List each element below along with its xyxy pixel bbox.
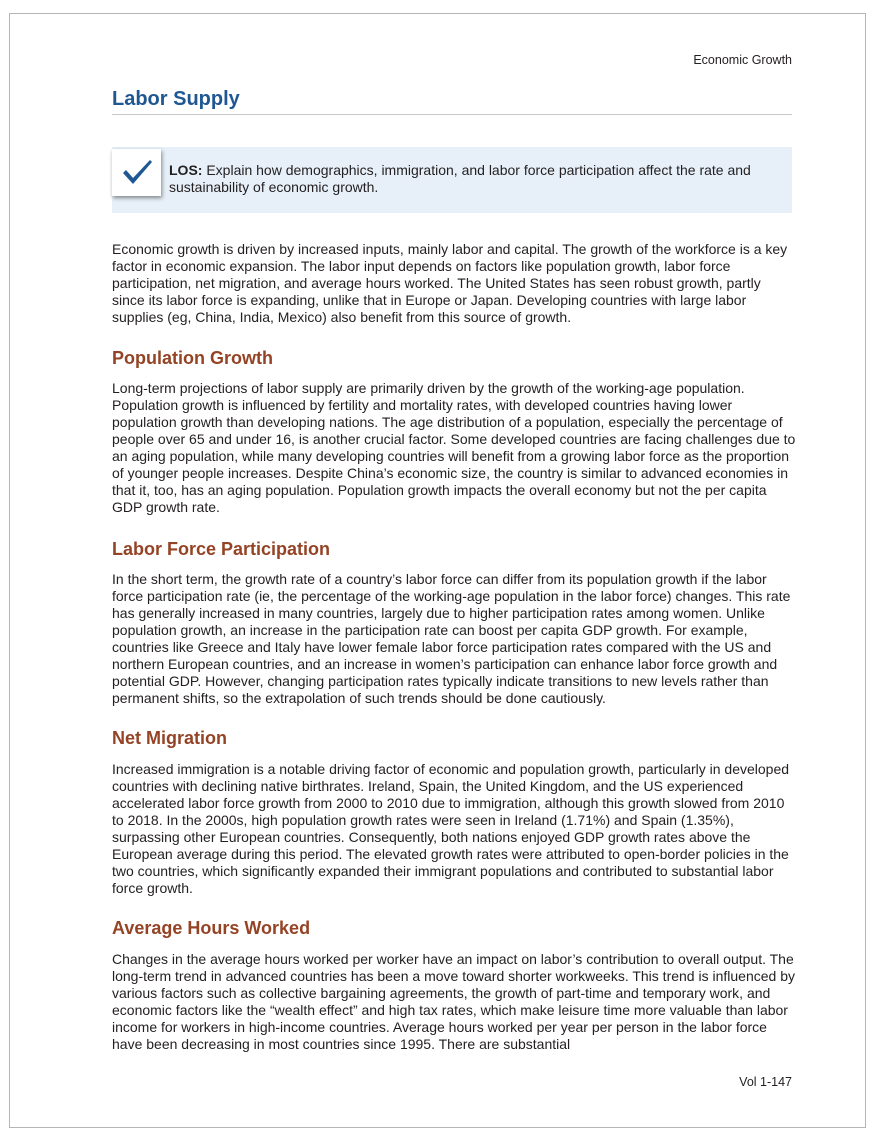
section-heading-average-hours-worked: Average Hours Worked [112, 918, 311, 938]
intro-paragraph: Economic growth is driven by increased inputs, mainly labor and capital. The growth of the workforce is a key factor in economic expansion. The labor input depends on factors like population growth, labor force participation, net migration, and average hours worked. The United States has seen robust growth, partly since its labor force is expanding, unlike that in Europe or Japan. Developing countries with large labor supplies (eg, China, India, Mexico) also benefit from this source of growth. [112, 241, 788, 325]
title-divider [112, 114, 792, 115]
checkmark-icon [121, 158, 153, 186]
los-text [169, 162, 779, 196]
page-number: Vol 1-147 [739, 1075, 792, 1089]
los-callout [112, 147, 792, 213]
section-body-net-migration: Increased immigration is a notable driving factor of economic and population growth, particularly in developed countries with declining native birthrates. Ireland, Spain, the United Kingdom, and the US experienced accelerated labor force growth from 2000 to 2010 due to immigration, although this growth slowed from 2010 to 2018. In the 2000s, high population growth rates were seen in Ireland (1.71%) and Spain (1.35%), surpassing other European countries. Consequently, both nations enjoyed GDP growth rates above the European average during this period. The elevated growth rates were attributed to open-border policies in the two countries, which significantly expanded their immigrant populations and contributed to substantial labor force growth. [112, 761, 790, 896]
section-heading-net-migration: Net Migration [112, 728, 227, 748]
section-body-average-hours-worked: Changes in the average hours worked per worker have an impact on labor’s contribution to overall output. The long-term trend in advanced countries has been a move toward shorter workweeks. This trend is influenced by various factors such as collective bargaining agreements, the growth of part-time and temporary work, and economic factors like the “wealth effect” and high tax rates, which make leisure time more valuable than labor income for workers in high-income countries. Average hours worked per year per person in the labor force have been decreasing in most countries since 1995. There are substantial [112, 951, 795, 1052]
running-head: Economic Growth [693, 53, 792, 67]
los-objective: Explain how demographics, immigration, and labor force participation affect the rate and sustainability of economic growth. [169, 162, 751, 195]
section-heading-labor-force-participation: Labor Force Participation [112, 539, 331, 559]
section-heading-population-growth: Population Growth [112, 348, 273, 368]
los-icon-box [112, 149, 161, 196]
section-body-labor-force-participation: In the short term, the growth rate of a country’s labor force can differ from its population growth if the labor force participation rate (ie, the percentage of the working-age population in the labor force) changes. This rate has generally increased in many countries, largely due to higher participation rates among women. Unlike population growth, an increase in the participation rate can boost per capita GDP growth. For example, countries like Greece and Italy have lower female labor force participation rates compared with the US and northern European countries, and an increase in women’s participation can enhance labor force growth and potential GDP. However, changing participation rates typically indicate transitions to new levels rather than permanent shifts, so the extrapolation of such trends should be done cautiously. [112, 571, 791, 706]
section-body-population-growth: Long-term projections of labor supply are primarily driven by the growth of the working-age population. Population growth is influenced by fertility and mortality rates, with developed countries having lower population growth than developing nations. The age distribution of a population, especially the percentage of people over 65 and under 16, is another crucial factor. Some developed countries are facing challenges due to an aging population, while many developing countries will benefit from a growing labor force as the proportion of younger people increases. Despite China’s economic size, the country is similar to advanced economies in that it, too, has an aging population. Population growth impacts the overall economy but not the per capita GDP growth rate. [112, 380, 796, 515]
page-title: Labor Supply [112, 88, 240, 110]
los-label: LOS: [169, 162, 203, 178]
